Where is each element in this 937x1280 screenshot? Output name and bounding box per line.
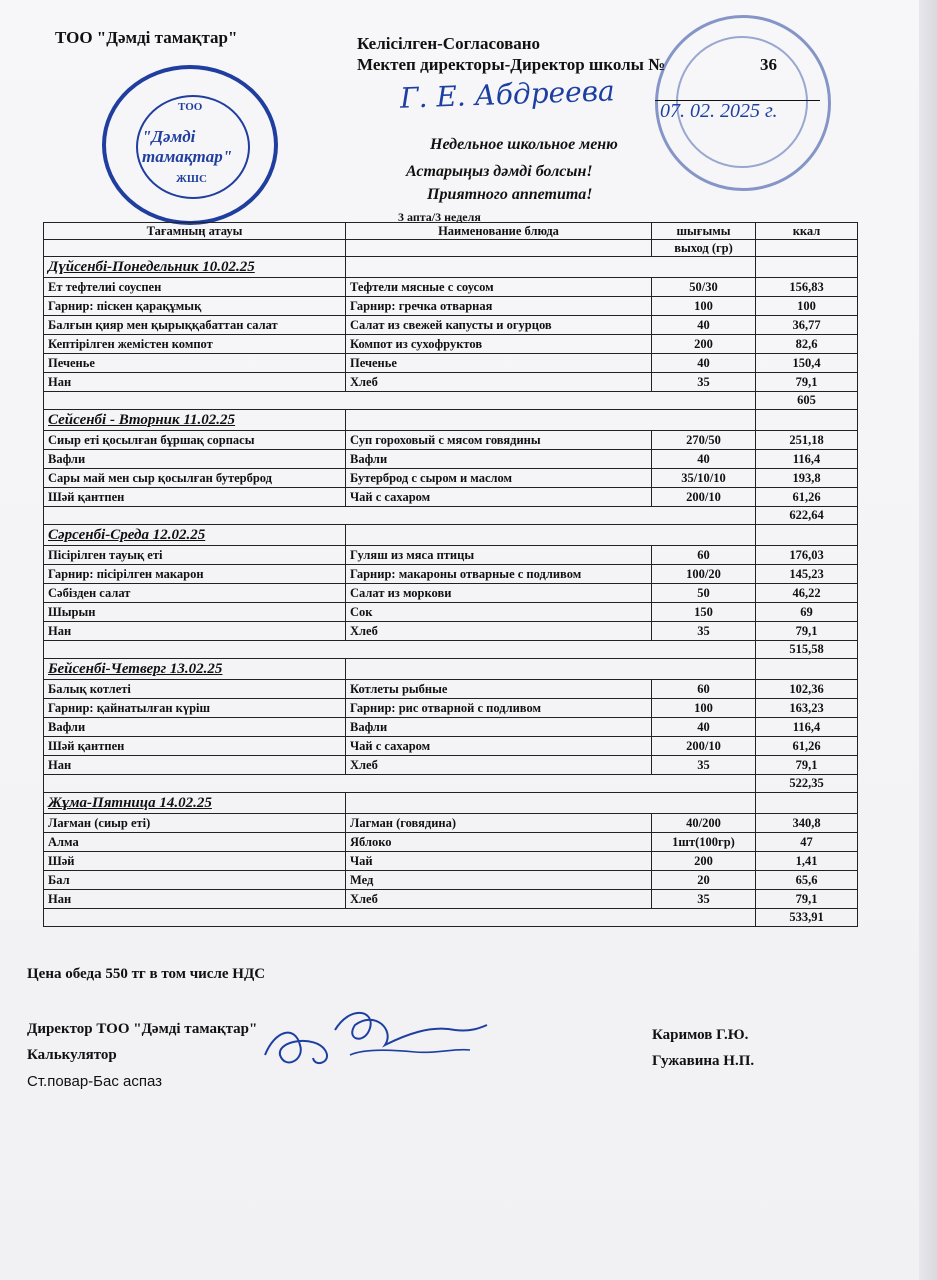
dish-yield: 20 <box>652 871 756 890</box>
table-row <box>44 354 858 373</box>
dish-name-kz: Вафли <box>44 450 346 469</box>
dish-yield: 35 <box>652 373 756 392</box>
day-total-row <box>44 909 858 927</box>
dish-kcal: 65,6 <box>756 871 858 890</box>
dish-name-kz: Лағман (сиыр еті) <box>44 814 346 833</box>
table-row <box>44 450 858 469</box>
dish-name-kz: Шәй <box>44 852 346 871</box>
dish-name-ru: Гарнир: рис отварной с подливом <box>346 699 652 718</box>
dish-kcal: 79,1 <box>756 622 858 641</box>
dish-name-ru: Салат из моркови <box>346 584 652 603</box>
dish-kcal: 116,4 <box>756 718 858 737</box>
dish-name-ru: Хлеб <box>346 890 652 909</box>
dish-name-kz: Нан <box>44 622 346 641</box>
dish-kcal: 176,03 <box>756 546 858 565</box>
dish-name-ru: Гарнир: макароны отварные с подливом <box>346 565 652 584</box>
footer-name-2: Гужавина Н.П. <box>652 1053 755 1069</box>
dish-name-kz: Балғын қияр мен қырыққабаттан салат <box>44 316 346 335</box>
handwritten-signatures <box>255 1000 495 1090</box>
table-row <box>44 622 858 641</box>
dish-kcal: 1,41 <box>756 852 858 871</box>
dish-kcal: 156,83 <box>756 278 858 297</box>
dish-kcal: 79,1 <box>756 373 858 392</box>
greeting-kz: Астарыңыз дәмді болсын! <box>406 163 593 180</box>
dish-kcal: 47 <box>756 833 858 852</box>
table-row <box>44 546 858 565</box>
dish-name-ru: Чай с сахаром <box>346 488 652 507</box>
day-total-row <box>44 507 858 525</box>
dish-yield: 35/10/10 <box>652 469 756 488</box>
week-label: 3 апта/3 неделя <box>398 210 481 224</box>
dish-name-kz: Вафли <box>44 718 346 737</box>
dish-name-ru: Лагман (говядина) <box>346 814 652 833</box>
dish-name-ru: Котлеты рыбные <box>346 680 652 699</box>
day-name: Сәрсенбі-Среда 12.02.25 <box>44 525 346 546</box>
footer-director: Директор ТОО "Дәмді тамақтар" <box>27 1021 258 1037</box>
table-header-row <box>44 223 858 240</box>
table-row <box>44 718 858 737</box>
dish-kcal: 150,4 <box>756 354 858 373</box>
day-total-kcal: 522,35 <box>756 775 858 793</box>
dish-name-kz: Нан <box>44 756 346 775</box>
dish-yield: 40 <box>652 354 756 373</box>
dish-kcal: 36,77 <box>756 316 858 335</box>
dish-name-ru: Вафли <box>346 450 652 469</box>
dish-kcal: 340,8 <box>756 814 858 833</box>
greeting-ru: Приятного аппетита! <box>427 186 593 203</box>
dish-yield: 35 <box>652 622 756 641</box>
dish-name-ru: Чай с сахаром <box>346 737 652 756</box>
approval-label: Келісілген-Согласовано <box>357 34 541 53</box>
table-row <box>44 852 858 871</box>
dish-name-ru: Компот из сухофруктов <box>346 335 652 354</box>
day-name: Сейсенбі - Вторник 11.02.25 <box>44 410 346 431</box>
table-row <box>44 316 858 335</box>
menu-table <box>43 222 858 927</box>
lunch-price: Цена обеда 550 тг в том числе НДС <box>27 966 266 982</box>
dish-kcal: 79,1 <box>756 890 858 909</box>
day-total-kcal: 622,64 <box>756 507 858 525</box>
table-row <box>44 737 858 756</box>
table-row <box>44 335 858 354</box>
dish-yield: 100/20 <box>652 565 756 584</box>
table-row <box>44 584 858 603</box>
dish-name-ru: Хлеб <box>346 622 652 641</box>
day-header-row <box>44 257 858 278</box>
dish-yield: 60 <box>652 546 756 565</box>
dish-kcal: 116,4 <box>756 450 858 469</box>
dish-yield: 200 <box>652 852 756 871</box>
dish-yield: 100 <box>652 297 756 316</box>
header-yield-unit: выход (гр) <box>652 240 756 257</box>
header-kcal: ккал <box>756 223 858 240</box>
dish-kcal: 46,22 <box>756 584 858 603</box>
table-row <box>44 297 858 316</box>
dish-name-kz: Шәй қантпен <box>44 737 346 756</box>
dish-name-kz: Гарнир: пісірілген макарон <box>44 565 346 584</box>
dish-name-ru: Чай <box>346 852 652 871</box>
table-row <box>44 488 858 507</box>
dish-kcal: 251,18 <box>756 431 858 450</box>
header-yield: шығымы <box>652 223 756 240</box>
dish-kcal: 61,26 <box>756 488 858 507</box>
dish-kcal: 100 <box>756 297 858 316</box>
dish-name-kz: Ет тефтелиі соуспен <box>44 278 346 297</box>
dish-name-ru: Мед <box>346 871 652 890</box>
dish-name-ru: Сок <box>346 603 652 622</box>
day-total-kcal: 515,58 <box>756 641 858 659</box>
day-total-kcal: 605 <box>756 392 858 410</box>
dish-kcal: 69 <box>756 603 858 622</box>
dish-name-kz: Сары май мен сыр қосылған бутерброд <box>44 469 346 488</box>
dish-name-ru: Хлеб <box>346 756 652 775</box>
dish-yield: 40 <box>652 450 756 469</box>
day-name: Жұма-Пятница 14.02.25 <box>44 793 346 814</box>
dish-yield: 35 <box>652 890 756 909</box>
paper-edge <box>919 0 937 1280</box>
dish-yield: 40 <box>652 718 756 737</box>
school-number: 36 <box>760 55 777 74</box>
dish-name-kz: Шәй қантпен <box>44 488 346 507</box>
day-name: Дүйсенбі-Понедельник 10.02.25 <box>44 257 346 278</box>
dish-kcal: 61,26 <box>756 737 858 756</box>
dish-kcal: 79,1 <box>756 756 858 775</box>
day-name: Бейсенбі-Четверг 13.02.25 <box>44 659 346 680</box>
dish-name-kz: Кептірілген жемістен компот <box>44 335 346 354</box>
dish-name-kz: Нан <box>44 890 346 909</box>
dish-yield: 150 <box>652 603 756 622</box>
dish-yield: 270/50 <box>652 431 756 450</box>
table-row <box>44 469 858 488</box>
handwritten-date: 07. 02. 2025 г. <box>660 100 778 122</box>
dish-kcal: 163,23 <box>756 699 858 718</box>
table-row <box>44 814 858 833</box>
dish-yield: 200/10 <box>652 488 756 507</box>
dish-name-kz: Печенье <box>44 354 346 373</box>
dish-name-kz: Шырын <box>44 603 346 622</box>
dish-yield: 50/30 <box>652 278 756 297</box>
day-header-row <box>44 659 858 680</box>
table-row <box>44 699 858 718</box>
table-row <box>44 431 858 450</box>
dish-name-kz: Сәбізден салат <box>44 584 346 603</box>
dish-name-kz: Нан <box>44 373 346 392</box>
dish-name-ru: Тефтели мясные с соусом <box>346 278 652 297</box>
footer-name-1: Каримов Г.Ю. <box>652 1027 749 1043</box>
table-row <box>44 871 858 890</box>
dish-yield: 40/200 <box>652 814 756 833</box>
dish-name-kz: Сиыр еті қосылған бұршақ сорпасы <box>44 431 346 450</box>
header-ru: Наименование блюда <box>346 223 652 240</box>
dish-name-kz: Балық котлеті <box>44 680 346 699</box>
dish-name-ru: Яблоко <box>346 833 652 852</box>
stamp-top-text: ТОО <box>178 101 203 113</box>
footer-calculator: Калькулятор <box>27 1047 117 1063</box>
table-subheader-row <box>44 240 858 257</box>
table-row <box>44 756 858 775</box>
dish-name-ru: Гуляш из мяса птицы <box>346 546 652 565</box>
table-row <box>44 833 858 852</box>
day-total-row <box>44 392 858 410</box>
dish-kcal: 82,6 <box>756 335 858 354</box>
dish-name-ru: Печенье <box>346 354 652 373</box>
table-row <box>44 373 858 392</box>
dish-kcal: 102,36 <box>756 680 858 699</box>
table-row <box>44 603 858 622</box>
dish-name-ru: Хлеб <box>346 373 652 392</box>
dish-kcal: 145,23 <box>756 565 858 584</box>
dish-name-kz: Гарнир: қайнатылған күріш <box>44 699 346 718</box>
dish-name-kz: Алма <box>44 833 346 852</box>
table-row <box>44 565 858 584</box>
dish-name-kz: Пісірілген тауық еті <box>44 546 346 565</box>
dish-yield: 35 <box>652 756 756 775</box>
dish-yield: 100 <box>652 699 756 718</box>
stamp-bottom-text: ЖШС <box>176 173 207 185</box>
director-handwritten-name: Г. Е. Абдреева <box>399 74 616 115</box>
table-row <box>44 680 858 699</box>
footer-cook: Ст.повар-Бас аспаз <box>27 1073 163 1090</box>
dish-name-ru: Суп гороховый с мясом говядины <box>346 431 652 450</box>
dish-yield: 60 <box>652 680 756 699</box>
dish-name-ru: Вафли <box>346 718 652 737</box>
dish-name-ru: Салат из свежей капусты и огурцов <box>346 316 652 335</box>
menu-title: Недельное школьное меню <box>430 136 618 153</box>
dish-name-ru: Гарнир: гречка отварная <box>346 297 652 316</box>
dish-name-kz: Бал <box>44 871 346 890</box>
day-header-row <box>44 410 858 431</box>
day-header-row <box>44 793 858 814</box>
dish-yield: 40 <box>652 316 756 335</box>
dish-yield: 50 <box>652 584 756 603</box>
company-name: ТОО "Дәмді тамақтар" <box>55 28 238 47</box>
dish-kcal: 193,8 <box>756 469 858 488</box>
day-total-row <box>44 775 858 793</box>
table-row <box>44 890 858 909</box>
day-total-row <box>44 641 858 659</box>
dish-yield: 1шт(100гр) <box>652 833 756 852</box>
company-stamp <box>102 65 278 225</box>
day-total-kcal: 533,91 <box>756 909 858 927</box>
header-kz: Тағамның атауы <box>44 223 346 240</box>
day-header-row <box>44 525 858 546</box>
director-label: Мектеп директоры-Директор школы № <box>357 55 666 74</box>
stamp-middle-text: "Дәмді тамақтар" <box>142 127 233 166</box>
dish-yield: 200 <box>652 335 756 354</box>
dish-yield: 200/10 <box>652 737 756 756</box>
dish-name-kz: Гарнир: піскен қарақұмық <box>44 297 346 316</box>
dish-name-ru: Бутерброд с сыром и маслом <box>346 469 652 488</box>
table-row <box>44 278 858 297</box>
